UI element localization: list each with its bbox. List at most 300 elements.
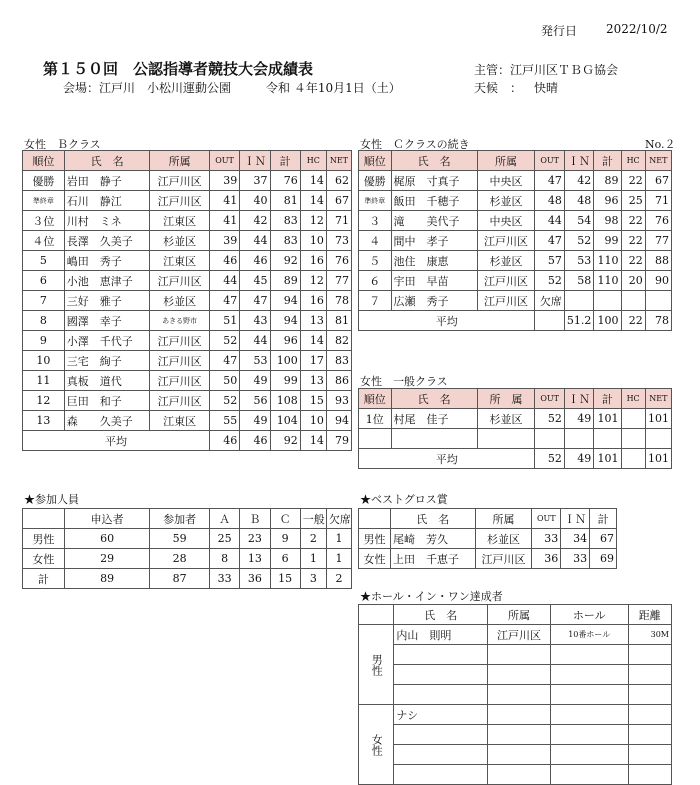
hio-blank-row (359, 745, 672, 765)
table-cell: 101 (594, 409, 621, 429)
table-cell: 10 (23, 351, 65, 371)
header-cell: 距離 (628, 605, 671, 625)
hole-in-one-header-row (359, 605, 672, 625)
header-cell: 所属 (477, 151, 535, 171)
table-cell: 52 (564, 231, 593, 251)
table-cell: 杉並区 (477, 191, 535, 211)
table-row (23, 231, 352, 251)
header-cell: OUT (535, 151, 564, 171)
table-cell: 尾崎 芳久 (390, 529, 475, 549)
header-cell: NET (326, 151, 351, 171)
header-cell (23, 509, 65, 529)
best-gross-header-row (359, 509, 617, 529)
table-cell: 59 (150, 529, 210, 549)
male-label (359, 625, 394, 705)
table-cell: 川村 ミネ (64, 211, 150, 231)
table-cell: 石川 静江 (64, 191, 150, 211)
header-cell: 氏 名 (391, 151, 477, 171)
table-cell: 杉並区 (477, 251, 535, 271)
table-cell: 83 (270, 231, 300, 251)
table-cell: 広瀬 秀子 (391, 291, 477, 311)
blank-cell (391, 429, 477, 449)
table-cell: 40 (240, 191, 270, 211)
header-cell: 氏 名 (64, 151, 150, 171)
header-cell: Ｃ (270, 509, 300, 529)
hio-blank-row (359, 725, 672, 745)
header-cell: ＩＮ (240, 151, 270, 171)
header-cell: 計 (270, 151, 300, 171)
table-cell: 池住 康恵 (391, 251, 477, 271)
header-cell: 一般 (300, 509, 326, 529)
header-cell: 所属 (475, 509, 532, 529)
table-cell: 1位 (359, 409, 392, 429)
average-cell: 92 (270, 431, 300, 451)
table-cell: 48 (535, 191, 564, 211)
c-class-title: 女性 Ｃクラスの続き (360, 138, 470, 151)
table-cell: 47 (209, 351, 239, 371)
table-cell: 53 (564, 251, 593, 271)
table-cell: 中央区 (477, 171, 535, 191)
table-cell: 86 (326, 371, 351, 391)
table-cell: 37 (240, 171, 270, 191)
table-cell: 10 (300, 231, 326, 251)
table-cell: 54 (564, 211, 593, 231)
table-cell: あきる野市 (150, 311, 210, 331)
average-cell (621, 449, 645, 469)
hole-in-one-male-row (359, 625, 672, 645)
table-cell: 83 (270, 211, 300, 231)
table-row (23, 351, 352, 371)
header-cell (359, 605, 394, 625)
table-cell: 江東区 (150, 211, 210, 231)
table-row (23, 171, 352, 191)
table-cell (594, 291, 621, 311)
table-row (23, 331, 352, 351)
table-cell: 男性 (359, 529, 391, 549)
table-cell: 52 (209, 331, 239, 351)
table-cell: 48 (564, 191, 593, 211)
header-cell: ＩＮ (564, 389, 593, 409)
average-cell: 79 (326, 431, 351, 451)
header-cell: OUT (209, 151, 239, 171)
blank-cell (535, 429, 564, 449)
table-cell: 森 久美子 (64, 411, 150, 431)
table-row (359, 409, 672, 429)
header-cell: 氏 名 (390, 509, 475, 529)
table-cell: 67 (326, 191, 351, 211)
best-gross-table (358, 508, 617, 569)
table-cell: 25 (621, 191, 645, 211)
table-cell: 12 (300, 271, 326, 291)
header-cell: HC (300, 151, 326, 171)
weather-label: 天候 ： (474, 81, 523, 95)
best-gross-title: ★ベストグロス賞 (360, 493, 448, 506)
table-cell: ３位 (23, 211, 65, 231)
table-cell: 22 (621, 231, 645, 251)
average-cell: 100 (594, 311, 621, 331)
table-cell: 2 (300, 529, 326, 549)
table-cell: 69 (590, 549, 617, 569)
table-cell: 13 (240, 549, 270, 569)
table-cell: 江戸川区 (477, 291, 535, 311)
table-cell: 36 (532, 549, 561, 569)
table-cell: 巨田 和子 (64, 391, 150, 411)
table-cell: 90 (645, 271, 671, 291)
b-class-title: 女性 Ｂクラス (24, 138, 101, 151)
table-cell: 1 (300, 549, 326, 569)
table-cell: 44 (535, 211, 564, 231)
hole-in-one-table (358, 604, 672, 785)
table-cell: 39 (209, 171, 239, 191)
table-cell: 47 (209, 291, 239, 311)
table-row (23, 291, 352, 311)
table-cell: 89 (64, 569, 150, 589)
table-cell: 三宅 絢子 (64, 351, 150, 371)
table-cell: 46 (240, 251, 270, 271)
header-cell: 計 (594, 389, 621, 409)
header-cell: ＩＮ (564, 151, 593, 171)
table-cell: 杉並区 (477, 409, 535, 429)
blank-cell (594, 429, 621, 449)
header-cell: 順位 (23, 151, 65, 171)
table-cell: 71 (326, 211, 351, 231)
table-cell: 嶋田 秀子 (64, 251, 150, 271)
header-cell: 所属 (488, 605, 551, 625)
average-row (359, 449, 672, 469)
table-cell: 國澤 幸子 (64, 311, 150, 331)
table-cell (621, 291, 645, 311)
table-cell: 13 (300, 311, 326, 331)
hio-male-affil: 江戸川区 (488, 625, 551, 645)
table-cell: 49 (564, 409, 593, 429)
table-cell: 56 (240, 391, 270, 411)
header-cell: 参加者 (150, 509, 210, 529)
table-cell: 94 (326, 411, 351, 431)
table-cell: 23 (240, 529, 270, 549)
table-cell: 計 (23, 569, 65, 589)
table-cell: 15 (270, 569, 300, 589)
table-row (359, 231, 672, 251)
table-cell: 36 (240, 569, 270, 589)
hio-male-name: 内山 則明 (394, 625, 488, 645)
table-cell: 14 (300, 331, 326, 351)
table-cell: 小澤 千代子 (64, 331, 150, 351)
table-cell: 女性 (23, 549, 65, 569)
table-cell: 間中 孝子 (391, 231, 477, 251)
table-cell: 男性 (23, 529, 65, 549)
table-cell: 9 (23, 331, 65, 351)
header-cell: OUT (535, 389, 564, 409)
table-cell: 44 (209, 271, 239, 291)
table-cell: 12 (300, 211, 326, 231)
table-cell: 60 (64, 529, 150, 549)
table-cell: 98 (594, 211, 621, 231)
table-cell: 梶原 寸真子 (391, 171, 477, 191)
table-cell: 江戸川区 (477, 231, 535, 251)
table-cell: 上田 千恵子 (390, 549, 475, 569)
table-cell: 96 (594, 191, 621, 211)
header-cell: 申込者 (64, 509, 150, 529)
hio-female-name: ナシ (394, 705, 488, 725)
table-cell: 101 (645, 409, 671, 429)
table-row (23, 251, 352, 271)
table-cell: 92 (270, 251, 300, 271)
table-cell: 57 (535, 251, 564, 271)
table-cell: 52 (535, 409, 564, 429)
header-cell: 所 属 (477, 389, 535, 409)
table-row (359, 171, 672, 191)
table-cell: 江東区 (150, 411, 210, 431)
header-cell: 氏 名 (394, 605, 488, 625)
table-cell: 83 (326, 351, 351, 371)
hio-blank-row (359, 665, 672, 685)
blank-cell (621, 429, 645, 449)
table-cell: 58 (564, 271, 593, 291)
header-cell: HC (621, 389, 645, 409)
table-cell: 81 (270, 191, 300, 211)
table-cell: 中央区 (477, 211, 535, 231)
table-cell: 17 (300, 351, 326, 371)
table-cell: 76 (326, 251, 351, 271)
table-cell: 江戸川区 (150, 331, 210, 351)
table-cell: 67 (590, 529, 617, 549)
table-cell: 39 (209, 231, 239, 251)
table-cell: 5 (23, 251, 65, 271)
table-cell: 99 (594, 231, 621, 251)
hio-blank-row (359, 645, 672, 665)
table-cell: 76 (270, 171, 300, 191)
table-row (359, 291, 672, 311)
average-cell: 46 (209, 431, 239, 451)
hio-male-hole: 10番ホール (550, 625, 628, 645)
table-row (23, 529, 352, 549)
table-cell: 13 (23, 411, 65, 431)
table-cell: 67 (645, 171, 671, 191)
table-cell: 杉並区 (475, 529, 532, 549)
hio-female-affil (488, 705, 551, 725)
header-cell: ＩＮ (561, 509, 590, 529)
header-cell: ホール (550, 605, 628, 625)
table-cell: 41 (209, 211, 239, 231)
table-cell: 89 (594, 171, 621, 191)
table-cell: 杉並区 (150, 231, 210, 251)
table-cell: 9 (270, 529, 300, 549)
male-label-text: 男性 (370, 653, 384, 676)
table-cell: 小池 恵津子 (64, 271, 150, 291)
b-class-table (22, 150, 352, 451)
table-cell: 6 (23, 271, 65, 291)
table-cell: 1 (326, 549, 351, 569)
table-cell: 三好 雅子 (64, 291, 150, 311)
table-cell: 22 (621, 251, 645, 271)
table-cell: 89 (270, 271, 300, 291)
table-cell: 50 (209, 371, 239, 391)
table-cell: 11 (23, 371, 65, 391)
header-cell: OUT (532, 509, 561, 529)
table-cell: 33 (532, 529, 561, 549)
average-cell: 22 (621, 311, 645, 331)
blank-cell (564, 429, 593, 449)
table-cell: 7 (23, 291, 65, 311)
header-cell: 氏 名 (391, 389, 477, 409)
blank-cell (359, 429, 392, 449)
page-number: No.２ (645, 138, 676, 151)
header-cell: NET (645, 151, 671, 171)
table-cell: 62 (326, 171, 351, 191)
table-row (359, 251, 672, 271)
table-cell: 44 (240, 331, 270, 351)
hole-in-one-female-row (359, 705, 672, 725)
table-cell: 江戸川区 (150, 171, 210, 191)
header-cell: 計 (594, 151, 621, 171)
page-title: 第１５０回 公認指導者競技大会成績表 (43, 60, 314, 78)
header-cell: HC (621, 151, 645, 171)
table-cell: 江戸川区 (150, 391, 210, 411)
header-cell: Ｂ (240, 509, 270, 529)
table-cell: 110 (594, 271, 621, 291)
table-cell: 99 (270, 371, 300, 391)
hio-male-distance: 30M (628, 625, 671, 645)
table-cell: 江戸川区 (475, 549, 532, 569)
table-cell: ３ (359, 211, 392, 231)
table-cell: 49 (240, 371, 270, 391)
table-row (23, 549, 352, 569)
table-cell: 22 (621, 171, 645, 191)
table-cell: 46 (209, 251, 239, 271)
table-cell: 78 (326, 291, 351, 311)
average-blank (535, 311, 564, 331)
table-cell (564, 291, 593, 311)
table-cell: 44 (240, 231, 270, 251)
average-cell: 101 (594, 449, 621, 469)
table-cell: 13 (300, 371, 326, 391)
table-cell: 岩田 静子 (64, 171, 150, 191)
average-row (23, 431, 352, 451)
average-cell: 78 (645, 311, 671, 331)
table-cell: 53 (240, 351, 270, 371)
participants-table (22, 508, 352, 589)
header-cell: 順位 (359, 389, 392, 409)
average-cell: 46 (240, 431, 270, 451)
hole-in-one-title: ★ホール・イン・ワン達成者 (360, 590, 503, 603)
organizer: 主管：江戸川区ＴＢＧ協会 (474, 63, 619, 77)
general-class-table (358, 388, 672, 469)
table-row (23, 569, 352, 589)
table-row (23, 391, 352, 411)
table-cell: 76 (645, 211, 671, 231)
table-cell: 江戸川区 (150, 191, 210, 211)
table-cell: 49 (240, 411, 270, 431)
table-cell: ５ (359, 251, 392, 271)
table-cell: 江戸川区 (150, 371, 210, 391)
table-cell: 33 (561, 549, 590, 569)
table-cell: 欠席 (535, 291, 564, 311)
table-cell: 45 (240, 271, 270, 291)
table-row (23, 311, 352, 331)
table-cell: 100 (270, 351, 300, 371)
c-class-header-row (359, 151, 672, 171)
table-cell: 88 (645, 251, 671, 271)
table-cell: 52 (535, 271, 564, 291)
average-label: 平均 (23, 431, 210, 451)
table-cell: 28 (150, 549, 210, 569)
table-cell: 3 (300, 569, 326, 589)
table-cell (645, 291, 671, 311)
average-row (359, 311, 672, 331)
female-label-text: 女性 (370, 733, 384, 756)
table-cell: 25 (209, 529, 239, 549)
table-cell: 42 (564, 171, 593, 191)
table-row (359, 549, 617, 569)
table-cell: 41 (209, 191, 239, 211)
table-cell: 104 (270, 411, 300, 431)
header-cell: 計 (590, 509, 617, 529)
table-cell: 29 (64, 549, 150, 569)
table-cell: 10 (300, 411, 326, 431)
b-class-header-row (23, 151, 352, 171)
table-cell: 51 (209, 311, 239, 331)
table-cell: 江戸川区 (477, 271, 535, 291)
table-cell: 93 (326, 391, 351, 411)
c-class-table (358, 150, 672, 331)
table-cell: 6 (270, 549, 300, 569)
table-cell: 優勝 (23, 171, 65, 191)
table-row (359, 191, 672, 211)
header-cell (359, 509, 391, 529)
weather-value: 快晴 (534, 81, 559, 95)
participants-title: ★参加人員 (24, 493, 79, 506)
header-cell: 欠席 (326, 509, 351, 529)
table-cell: 飯田 千穂子 (391, 191, 477, 211)
table-cell: ４位 (23, 231, 65, 251)
table-cell: 52 (209, 391, 239, 411)
table-cell: 96 (270, 331, 300, 351)
table-cell: 14 (300, 191, 326, 211)
header-cell: 所属 (150, 151, 210, 171)
hio-blank-row (359, 765, 672, 785)
table-cell: ４ (359, 231, 392, 251)
table-cell: 34 (561, 529, 590, 549)
average-label: 平均 (359, 449, 535, 469)
hio-female-hole (550, 705, 628, 725)
table-cell: 優勝 (359, 171, 392, 191)
table-cell: 47 (535, 231, 564, 251)
blank-cell (645, 429, 671, 449)
table-cell: 110 (594, 251, 621, 271)
table-cell: 江戸川区 (150, 271, 210, 291)
table-cell: 81 (326, 311, 351, 331)
table-cell: 1 (326, 529, 351, 549)
table-cell: 43 (240, 311, 270, 331)
table-cell: 22 (621, 211, 645, 231)
average-cell: 52 (535, 449, 564, 469)
table-cell: 村尾 佳子 (391, 409, 477, 429)
event-date: 令和 ４年10月1日（土） (266, 81, 401, 95)
table-cell: 55 (209, 411, 239, 431)
blank-row (359, 429, 672, 449)
header-cell: Ａ (209, 509, 239, 529)
table-cell: 江戸川区 (150, 351, 210, 371)
table-row (359, 271, 672, 291)
table-cell: 94 (270, 291, 300, 311)
table-cell: 16 (300, 251, 326, 271)
participants-header-row (23, 509, 352, 529)
average-cell: 49 (564, 449, 593, 469)
table-cell: 47 (535, 171, 564, 191)
venue: 会場：江戸川 小松川運動公園 (63, 81, 232, 95)
general-class-title: 女性 一般クラス (360, 375, 448, 388)
hio-female-distance (628, 705, 671, 725)
